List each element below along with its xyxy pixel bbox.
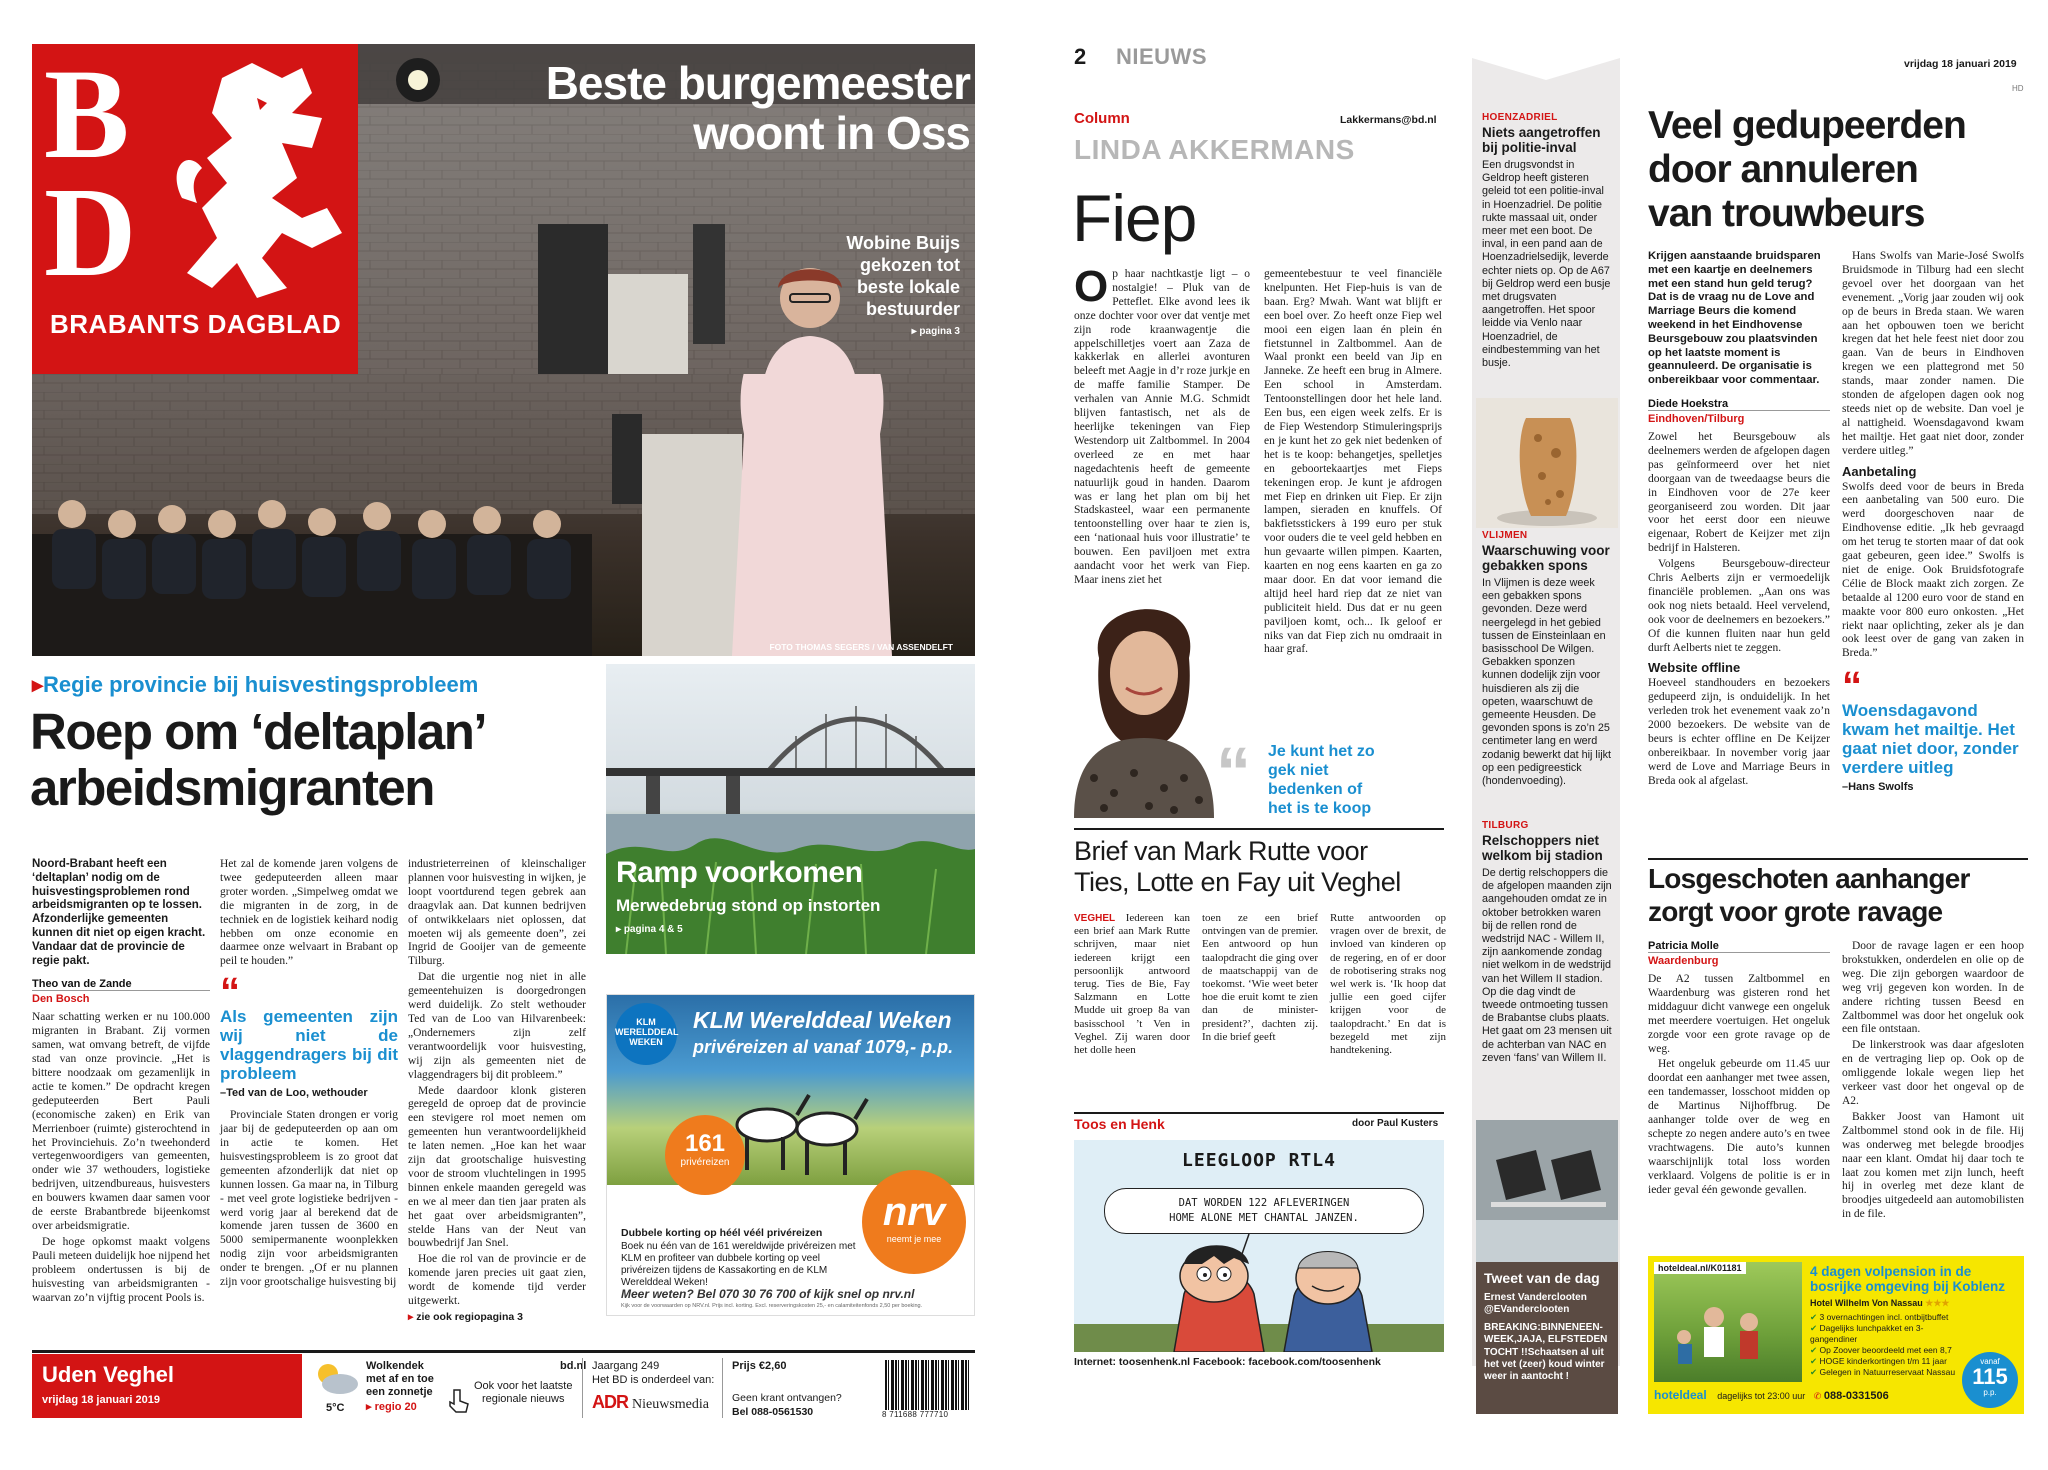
lead-headline[interactable] <box>30 704 610 816</box>
footer-date: vrijdag 18 januari 2019 <box>42 1394 161 1406</box>
main-photo-headline <box>480 58 970 158</box>
rutte-col1-text: Iedereen kan een brief aan Mark Rutte schrijven, maar niet iedereen krijgt een persoonlijk antwoord terug. Ties de Bie, Fay Salzmann en Lotte Mudde uit groep 8a van basisschool ’t Ven in Veghel. Zij waren door het dolle heen <box>1074 912 1190 1057</box>
bridge-teaser[interactable] <box>606 664 975 954</box>
barcode-num: 8 711688 777710 <box>882 1410 949 1419</box>
logo-letter-d: D <box>44 161 137 303</box>
aanhanger-col-2 <box>1842 940 2024 1224</box>
comic-footer[interactable]: Internet: toosenhenk.nl Facebook: facebook.com/toosenhenk <box>1074 1356 1381 1368</box>
trouw-sub1: Website offline <box>1648 660 1741 676</box>
weather-line1: Wolkendek <box>366 1360 424 1372</box>
caption-line2: gekozen tot <box>859 255 960 275</box>
rutte-headline-2: Ties, Lotte en Fay uit Veghel <box>1074 867 1401 897</box>
hotel-name-text: Hotel Wilhelm Von Nassau <box>1810 1298 1923 1308</box>
footer-weather <box>366 1360 434 1414</box>
lead-pull-text: Als gemeenten zijn wij niet de vlaggendragers bij dit probleem <box>220 1007 398 1084</box>
klm-cta[interactable]: Meer weten? Bel 070 30 76 700 of kijk snel op nrv.nl <box>621 1287 915 1301</box>
sidebar-item-1-cat: HOENZADRIEL <box>1482 112 1558 123</box>
trouw-col1-p1: Zowel het Beursgebouw als deelnemers werden de afgelopen dagen pas geïnformeerd over het niet doorgaan van de tweedaagse beurs die in Eindhoven voor de 27e keer georganiseerd zou worden. Dit jaar voor het eerst door een nieuwe eigenaar, Robert de Keijzer met zijn bedrijf in Halsteren. <box>1648 430 1830 555</box>
nrv-logo[interactable] <box>862 1170 966 1274</box>
rule-rutte <box>1074 828 1444 830</box>
hotel-bullet-4 <box>1810 1356 1960 1367</box>
lead-location: Den Bosch <box>32 990 210 1005</box>
tweet-text: BREAKING:BINNENEEN-WEEK,JAJA, ELFSTEDENTOCHT !!Schaatsen al uit het vet (zeer) koud winterweer in aantocht ! <box>1484 1322 1608 1383</box>
comic-bubble <box>1104 1188 1424 1234</box>
check-icon: ✔ <box>1810 1323 1818 1333</box>
sidebar-item-3-cat: TILBURG <box>1482 820 1529 831</box>
bridge-ref[interactable]: ▸ pagina 4 & 5 <box>616 924 683 935</box>
main-photo-caption <box>780 232 960 337</box>
column-email[interactable]: Lakkermans@bd.nl <box>1340 114 1437 126</box>
bridge-title: Ramp voorkomen <box>616 856 863 889</box>
hotel-hours: dagelijks tot 23:00 uur <box>1717 1391 1806 1401</box>
column-dropcap: O <box>1074 262 1109 311</box>
hotel-bullet-1 <box>1810 1312 1960 1323</box>
hotel-title: 4 dagen volpension in de bosrijke omgeving bij Koblenz <box>1810 1264 2006 1294</box>
hotel-stars: ★★★ <box>1925 1298 1950 1308</box>
page-code: HD <box>2012 84 2024 93</box>
main-photo-headline-line1: Beste burgemeester <box>545 57 970 109</box>
footer-nopaper: Geen krant ontvangen? <box>732 1392 842 1404</box>
comic-characters <box>1074 1234 1444 1352</box>
klm-bold-line: Dubbele korting op héél véél privéreizen <box>621 1227 823 1239</box>
klm-text: Boek nu één van de 161 wereldwijde privéreizen met KLM en profiteer van dubbele korting op veel privéreizen tijdens de Kassakorting en de KLM Werelddeal Weken! <box>621 1241 856 1288</box>
lead-col3-ref-text: zie ook regiopagina 3 <box>416 1311 523 1323</box>
column-pull <box>1216 733 1382 818</box>
phone-icon: ✆ <box>1813 1391 1822 1401</box>
newsline-1: Ook voor het laatste <box>474 1380 573 1392</box>
aanhanger-col2-p1: Door de ravage lagen er een hoop brokstukken, onderdelen en olie op de weg. Die zijn geborgen waardoor de weg vrij gegeven kon worden. In de andere richting tussen Beesd en Zaltbommel was door het ongeluk ook een file ontstaan. <box>1842 940 2024 1036</box>
trouw-pull-by: –Hans Swolfs <box>1842 781 1914 794</box>
trouw-col-2 <box>1842 250 2024 793</box>
trouw-col2b: Swolfs deed voor de beurs in Breda een aanbetaling van 500 euro. Die werd doorgeschoven naar de Eindhovense editie. „Ik heb gevraagd om het terug te storten maar of dat ook gaat gebeuren, geen idee.” Swolfs is niet de enige. Ook Bruidsfotografe Célie de Block maakt zich zorgen. Ze betaalde al 1200 euro voor de stand en maakte voor 800 euro onkosten. „Het riekt naar oplichting, zeker als je dan ook leest over de gang van zaken in Breda.” <box>1842 480 2024 660</box>
hotel-bullet-3 <box>1810 1345 1960 1356</box>
page-number: 2 <box>1074 44 1087 69</box>
adr-nieuwsmedia: Nieuwsmedia <box>632 1397 709 1412</box>
lead-col2-top: Het zal de komende jaren volgens de twee gedeputeerden alleen maar groter worden. „Simpelweg omdat we die migranten in de zorg, in de techniek en de logistiek keihard nodig hebben om onze economie en daarmee onze welvaart in Brabant op peil te houden.” <box>220 858 398 968</box>
lead-headline-line1: Roep om ‘deltaplan’ <box>30 703 487 760</box>
caption-line3: beste lokale <box>856 277 960 297</box>
sidebar-item-2-cat: VLIJMEN <box>1482 530 1528 541</box>
trouw-pull <box>1842 664 2024 794</box>
rutte-headline-1: Brief van Mark Rutte voor <box>1074 836 1368 866</box>
klm-subtitle: privéreizen al vanaf 1079,- p.p. <box>693 1037 954 1057</box>
rutte-col-2 <box>1202 912 1318 1044</box>
main-photo-headline-line2: woont in Oss <box>693 107 970 159</box>
check-icon: ✔ <box>1810 1312 1818 1322</box>
page-two <box>1000 0 2048 1470</box>
hotel-bullet-5-text: Gelegen in Natuurreservaat Nassau <box>1819 1367 1956 1377</box>
lead-kicker-text: Regie provincie bij huisvestingsprobleem <box>43 672 479 697</box>
trouw-headline[interactable] <box>1648 104 2028 236</box>
weather-region[interactable] <box>366 1401 434 1414</box>
pointer-icon <box>446 1388 472 1414</box>
adr-logo-text: ADR <box>592 1392 628 1412</box>
trouw-location: Eindhoven/Tilburg <box>1648 410 1830 425</box>
nrv-logo-text: nrv <box>882 1190 946 1234</box>
rutte-col3-text: Rutte antwoorden op vragen over de brexit, de invloed van kinderen op de regering, en of er door de robotisering straks nog wel werk is. ‘Ik hoop dat jullie een goed cijfer krijgen voor de taalopdracht.’ En dat is bezegeld met zijn handtekening. <box>1330 912 1446 1057</box>
comic-panel[interactable] <box>1074 1140 1444 1352</box>
tweet-title: Tweet van de dag <box>1484 1270 1600 1286</box>
klm-title: KLM Werelddeal Weken <box>693 1007 952 1033</box>
column-col-2 <box>1264 268 1442 657</box>
trouw-col1-p2: Volgens Beursgebouw-directeur Chris Aelberts zijn er vermoedelijk financiële problemen. „Aan ons was ook nog niets betaald. Heel vervelend, ook voor de deelnemers en bezoekers.” Of die kunnen fluiten naar hun geld durft Aelberts niet te zeggen. <box>1648 558 1830 654</box>
weather-line2: met af en toe <box>366 1373 434 1385</box>
hotel-bullets <box>1810 1312 1960 1378</box>
rutte-col2-text: toen ze een brief ontvingen van de premier. Een antwoord op hun taalopdracht die ging over de maatschappij van de toekomst. ‘Wie weet beter hoe die eruit komt te zien dan de minister-president?’, dachten zij. In die brief geeft <box>1202 912 1318 1043</box>
hotel-price-badge <box>1962 1352 2018 1408</box>
hotel-footer <box>1654 1388 1954 1402</box>
lead-kicker <box>32 672 478 698</box>
lead-col-2 <box>220 858 398 1292</box>
lead-intro: Noord-Brabant heeft een ‘deltaplan’ nodig om de huisvestingsproblemen rond arbeidsmigranten op te lossen. Afzonderlijke gemeenten kunnen dit niet op eigen kracht. Vandaar dat de provincie de regie pakt. <box>32 858 206 967</box>
trouw-quote-icon: “ <box>1842 664 1862 709</box>
trouw-headline-1: Veel gedupeerden <box>1648 104 1966 147</box>
lead-col3-p2: Dat die urgentie nog niet in alle gemeentehuizen is doorgedrongen werd duidelijk. Zo stelt wethouder Ted van de Loo van Hilvarenbeek: „Ondernemers zijn zelf verantwoordelijk voor huisvesting, wij zijn als gemeenten niet de vlaggendragers bij dit probleem.” <box>408 971 586 1081</box>
aanhanger-col-1 <box>1648 940 1830 1200</box>
masthead-logo[interactable] <box>32 44 358 374</box>
klm-badge <box>615 1003 677 1065</box>
hotel-photo <box>1654 1262 1802 1382</box>
comic-title: LEEGLOOP RTL4 <box>1182 1150 1336 1171</box>
trouw-col-1 <box>1648 250 1830 791</box>
klm-circle-text: privéreizen <box>680 1157 730 1168</box>
footer-partof: Het BD is onderdeel van: <box>592 1374 715 1386</box>
lead-col1-p1: Naar schatting werken er nu 100.000 migranten in Brabant. Zij vormen samen, wat omvang betreft, de vijfde stad van onze provincie. „Het is bittere noodzaak om gezamenlijk in actie te komen.” De opdracht kregen gedeputeerden Bert Pauli (economische zaken) en Erik van Merrienboer (ruimte) gisterochtend in het Provinciehuis. Zo’n tweehonderd vertegenwoordigers van gemeenten, onder wie 37 wethouders, logistieke bedrijven, uitzendbureaus, huisvesters en bouwers kwamen daar samen voor de eerste Brabantbrede bijeenkomst over arbeidsmigratie. <box>32 1011 210 1232</box>
hotel-pp: p.p. <box>1983 1388 1997 1397</box>
sidebar-item-1-head: Niets aangetroffen bij politie-inval <box>1482 125 1601 155</box>
footer-phone[interactable]: Bel 088-0561530 <box>732 1406 814 1418</box>
lead-col2-bottom: Provinciale Staten drongen er vorig jaar bij de gedeputeerden op aan om in actie te komen. Het huisvestingsprobleem is zo groot dat gemeenten afzonderlijk dat niet op kunnen lossen. Ga maar na, in Tilburg - met veel grote logistieke bedrijven - werd vorig jaar al berekend dat de komende jaren tussen de 3600 en 5000 semipermanente woonplekken nodig zijn voor arbeidsmigranten onder te brengen. „Of er nu plannen zijn voor grootschalige huisvesting bij <box>220 1109 398 1289</box>
column-quote-icon: “ <box>1216 733 1251 811</box>
sidebar-item-1-body: Een drugsvondst in Geldrop heeft gisteren geleid tot een politie-inval in Hoenzadriel. De politie rukte massaal uit, onder meer met een boot. De inval, in een pand aan de Hoenzadrielsedijk, leverde echter niets op. Op de A67 bij Geldrop werd een busje met drugsvaten aangetroffen. Het spoor leidde via Venlo naar Hoenzadriel, de eindbestemming van het busje. <box>1482 159 1611 370</box>
tweet-author: Ernest Vanderclooten @EVanderclooten <box>1484 1292 1587 1315</box>
lead-col1-p2: De hoge opkomst maakt volgens Pauli meteen duidelijk hoe nijpend het probleem ondertussen is bij de huisvesting van arbeidsmigranten - waarvan zo’n vijftig procent Pools is. <box>32 1235 210 1304</box>
hotel-bullet-2-text: Dagelijks lunchpakket en 3-gangendiner <box>1810 1323 1924 1344</box>
hotel-bullet-1-text: 3 overnachtingen incl. ontbijtbuffet <box>1819 1312 1949 1322</box>
sponge-photo <box>1476 398 1618 528</box>
lead-headline-line2: arbeidsmigranten <box>30 759 434 816</box>
caption-line4: bestuurder <box>865 299 960 319</box>
aanhanger-location: Waardenburg <box>1648 952 1830 967</box>
caption-line1: Wobine Buijs <box>846 233 960 253</box>
sidebar-item-3-head: Relschoppers niet welkom bij stadion <box>1482 833 1603 863</box>
hotel-url[interactable]: hoteldeal.nl/K01181 <box>1654 1262 1746 1274</box>
sidebar-item-2[interactable] <box>1482 530 1612 788</box>
sidebar-item-2-head: Waarschuwing voor gebakken spons <box>1482 543 1610 573</box>
tweet-box[interactable] <box>1476 1262 1618 1414</box>
column-col-1 <box>1074 262 1250 588</box>
trouw-headline-2: door annuleren <box>1648 148 1918 191</box>
adr-logo <box>592 1392 709 1412</box>
quote-mark-icon: “ <box>220 970 240 1015</box>
trouw-author: Diede Hoekstra <box>1648 397 1729 410</box>
rutte-headline[interactable] <box>1074 836 1454 898</box>
aanhanger-headline-2: zorgt voor grote ravage <box>1648 896 1943 927</box>
weather-region-text: regio 20 <box>374 1401 417 1413</box>
column-label: Column <box>1074 110 1130 127</box>
aanhanger-col1-p2: Het ongeluk gebeurde om 11.45 uur doordat een aanhanger met twee assen, een tandemasser, losschoot midden op de Martinus Nijhoffbrug. De aanhanger tolde over de weg en schepte zo negen andere auto’s en twee vrachtwagens. Die auto’s kunnen waarschijnlijk total loss worden verklaard. Volgens de politie is er in ieder geval één gewonde gevallen. <box>1648 1058 1830 1196</box>
column-title: Fiep <box>1072 181 1197 255</box>
logo-letter-b: B <box>44 43 130 185</box>
sidebar-item-3-body: De dertig relschoppers die de afgelopen maanden zijn aangehouden omdat ze in oktober betrokken waren bij de rellen rond de wedstrijd NAC - Willem II, zijn aankomende zondag niet welkom in de wedstrijd van het Willem II stadion. Op die dag vindt de tweede ontmoeting tussen de Brabantse clubs plaats. Het gaat om 23 mensen uit de achterban van NAC en zeven ‘fans’ van Willem II. <box>1482 867 1612 1064</box>
trouw-col1b: Hoeveel standhouders en bezoekers gedupeerd zijn, is onduidelijk. In het verleden trok het evenement vaak zo’n 2000 bezoekers. De website van de beurs is echter offline en De Keijzer onbereikbaar. In november vorig jaar werd de Love and Marriage Beurs in Breda ook al afgelast. <box>1648 677 1830 787</box>
footer-temp: 5°C <box>326 1402 345 1414</box>
comic-label: Toos en Henk <box>1074 1116 1165 1132</box>
ad-hoteldeal[interactable] <box>1648 1256 2024 1414</box>
column-col2-text: gemeentebestuur te veel financiële knelpunten. Het Fiep-huis is van de baan. Erg? Mwah. Want wat blijft er een boel over. Zo heeft onze Fiep wel mooi een eigen laan én plein én fietstunnel in Zaltbommel. Aan de Waal pronkt een beeld van Jip en Janneke. Ze heeft een brug in Almere. Een school in Amsterdam. Tentoonstellingen door het hele land. Een bus, een eigen week zelfs. Er is de Fiep Westendorp Stimuleringsprijs en je kunt het zo gek niet bedenken of het is te koop: behangetjes, spelletjes en geboortekaartjes met Fieps tekeningen erop. Je kunt je afdrogen met Fiep en drinken uit Fiep. Er zijn lampen, sieraden en knuffels. Of bakfietsstickers à 199 euro per stuk voor ouders die te veel geld hebben en hun gevaarte willen pimpen. Kaarten, kaarten en nog eens kaarten en ga zo maar door. En dat voor iemand die altijd heel hard riep dat ze niet van publiciteit hield. Dus dat er nu geen paviljoen komt, och... Ik geloof er niks van dat Fiep zich nu omdraait in haar graf. <box>1264 268 1442 656</box>
footer-newsline <box>474 1380 572 1406</box>
lead-pull-quote <box>220 970 398 1101</box>
trouw-intro: Krijgen aanstaande bruidsparen met een kaartje en deelnemers met een stand hun geld terug? Dat is de vraag nu de Love and Marriage Beurs die komend weekend in het Eindhovense Beursgebouw zou plaatsvinden op het laatste moment is geannuleerd. De organisatie is onbereikbaar voor commentaar. <box>1648 250 1821 387</box>
rule-aanhanger <box>1648 858 2028 860</box>
newsline-2: regionale nieuws <box>481 1393 565 1405</box>
comic-by: door Paul Kusters <box>1352 1118 1439 1129</box>
weather-line3: een zonnetje <box>366 1386 433 1398</box>
hotel-price: 115 <box>1972 1364 2008 1389</box>
comic-bubble-1: DAT WORDEN 122 AFLEVERINGEN <box>1178 1197 1350 1209</box>
weather-icon <box>310 1358 362 1398</box>
footer-vert-rule <box>582 1358 583 1418</box>
caption-page-ref[interactable]: ▸ pagina 3 <box>911 326 960 337</box>
klm-badge-text: KLM WERELDDEAL WEKEN <box>615 1017 679 1047</box>
hotel-brand[interactable]: hoteldeal <box>1654 1388 1707 1402</box>
hotel-price-from: vanaf <box>1980 1357 2000 1366</box>
hotel-bullet-3-text: Op Zoover beoordeeld met een 8,7 <box>1819 1345 1952 1355</box>
lead-col3-p1: industrieterreinen of kleinschaliger plannen voor huisvesting in wijken, je loopt voortdurend tegen gebrek aan draagvlak aan. Dat kunnen bedrijven of ontwikkelaars niet oplossen, dat moeten wij als gemeente doen”, zei Ingrid de Gooijer van de gemeente Tilburg. <box>408 858 586 968</box>
footer-edition: Uden Veghel <box>42 1362 175 1387</box>
sidebar-top-notch <box>1472 58 1620 80</box>
hotel-phone[interactable]: 088-0331506 <box>1823 1390 1889 1402</box>
rutte-loc: VEGHEL <box>1074 913 1116 924</box>
page-date: vrijdag 18 januari 2019 <box>1904 58 2017 70</box>
ad-klm[interactable] <box>606 994 975 1316</box>
trouw-headline-3: van trouwbeurs <box>1648 192 1925 235</box>
footer-site[interactable]: bd.nl <box>560 1360 587 1372</box>
aanhanger-col2-p2: De linkerstrook was daar afgesloten en de vertraging liep op. Ook op de omliggende lokale wegen liep het verkeer vast door het ongeval op de A2. <box>1842 1039 2024 1107</box>
lead-col-3 <box>408 858 586 1325</box>
kicker-arrow-icon: ▸ <box>32 672 44 697</box>
column-pull-text: Je kunt het zo gek niet bedenken of het is te koop <box>1268 743 1375 817</box>
ref-arrow-icon: ▸ <box>408 1311 414 1323</box>
hotel-bullet-2 <box>1810 1323 1960 1345</box>
lead-col3-p4: Hoe die rol van de provincie er de komende jaren precies uit gaat zien, wordt de komende tijd verder uitgewerkt. <box>408 1253 586 1308</box>
trouw-sub2: Aanbetaling <box>1842 463 1917 479</box>
bridge-sub: Merwedebrug stond op instorten <box>616 896 881 915</box>
comic-bubble-2: HOME ALONE MET CHANTAL JANZEN. <box>1169 1212 1359 1224</box>
logo-name: BRABANTS DAGBLAD <box>50 309 342 339</box>
trouw-col2: Hans Swolfs van Marie-José Swolfs Bruidsmode in Tilburg had een slecht gevoel over het doorgaan van het evenement. „Vorig jaar zouden wij ook op de beurs in Breda staan. We waren aan het opbouwen toen we bericht kregen dat het hele feest niet door zou gaan. Van de beurs in Eindhoven kregen we een plattegrond met 50 stands, maar zonder namen. Die stonden de afgelopen dagen ook nog steeds niet op de website. Dan voel je al nattigheid. Woensdagavond kwam het mailtje. Het gaat niet door, zonder verdere uitleg.” <box>1842 250 2024 457</box>
lead-pull-by: –Ted van de Loo, wethouder <box>220 1087 368 1100</box>
sidebar-item-2-body: In Vlijmen is deze week een gebakken spons gevonden. Deze werd neergelegd in het gebied tussen de Einsteinlaan en basisschool De Wilgen. Gebakken sponzen kunnen dodelijk zijn voor huisdieren als zij die opeten, waarschuwt de gemeente Heusden. De gevonden spons is zo’n 25 centimeter lang en werd zodanig bewerkt dat hij lijkt op een pedigreestick (hondenvoeding). <box>1482 577 1612 788</box>
columnist-photo <box>1074 578 1214 818</box>
bridge-ref-text: pagina 4 & 5 <box>623 924 683 935</box>
footer-vert-rule-2 <box>722 1358 723 1418</box>
hotel-photo-illustration <box>1654 1262 1802 1382</box>
sidebar-item-3[interactable] <box>1482 820 1612 1065</box>
check-icon: ✔ <box>1810 1345 1818 1355</box>
aanhanger-col1-p1: De A2 tussen Zaltbommel en Waardenburg was gisteren rond het middaguur dicht vanwege een ongeluk met meerdere voertuigen. Het ongeluk zorgde voor een grote ravage op de weg. <box>1648 973 1830 1055</box>
region-arrow-icon: ▸ <box>366 1401 372 1413</box>
footer-price: Prijs €2,60 <box>732 1360 787 1372</box>
aanhanger-headline[interactable] <box>1648 862 2038 928</box>
nrv-sub: neemt je mee <box>886 1234 942 1244</box>
rutte-col-3 <box>1330 912 1446 1057</box>
klm-circle-badge <box>665 1115 745 1195</box>
hotel-bullet-4-text: HOGE kinderkortingen t/m 11 jaar <box>1819 1356 1947 1366</box>
aanhanger-headline-1: Losgeschoten aanhanger <box>1648 863 1970 894</box>
caption-page-ref-text: pagina 3 <box>919 326 960 337</box>
column-col1-text: p haar nachtkastje ligt – o nostalgie! – Pluk van de Petteflet. Elke avond lees ik onze dochter voor over dat ventje met zijn rode kraanwagentje die appelschilletjes voert aan Zaza de kakkerlak en allerlei avonturen beleeft met Aagje in d’r roze jurkje en de maffe familie Stamper. De verhalen van Annie M.G. Schmidt blijven fantastisch, net als de heerlijke tekeningen van Fiep Westendorp uit Zaltbommel. In 2004 overleed ze en met haar nagedachtenis heeft de gemeente natuurlijk goud in handen. Daarom was er lang het plan om bij het Stadskasteel, waar een permanente tentoonstelling over haar te zien is, een ‘nationaal huis voor illustratie’ te bouwen. Een paviljoen met extra aandacht voor het werk van Fiep. Maar inens ziet het <box>1074 268 1250 586</box>
lion-icon <box>162 58 352 308</box>
rule-comic <box>1074 1112 1444 1114</box>
footer-edition-box <box>32 1354 302 1418</box>
column-author: LINDA AKKERMANS <box>1074 134 1355 165</box>
lead-col3-p3: Mede daardoor klonk gisteren geregeld de oproep dat de provincie een stevigere rol moet nemen om gemeenten hun verantwoordelijkheid te laten nemen. „Hoe kan het waar zijn dat grootschalige huisvesting voor de stroom vluchtelingen in 1995 binnen enkele maanden geregeld was en we al meer dan tien jaar praten als het gaat over arbeidsmigranten”, stelde Hans van der Neut van bouwbedrijf Jan Snel. <box>408 1084 586 1250</box>
trouw-pull-text: Woensdagavond kwam het mailtje. Het gaat niet door, zonder verdere uitleg <box>1842 701 2019 778</box>
lead-col-1 <box>32 858 210 1307</box>
page-section: NIEUWS <box>1116 44 1207 69</box>
aanhanger-author: Patricia Molle <box>1648 940 1719 952</box>
rutte-col-1 <box>1074 912 1190 1057</box>
aanhanger-col2-p3: Bakker Joost van Hamont uit Zaltbommel stond ook in de file. Hij was onderweg met belegde broodjes naar een klant. Omdat hij daar toch te laat zou komen met zijn lunch, heeft hij in overleg met deze klant de broodjes uitgedeeld aan automobilisten in de file. <box>1842 1110 2024 1221</box>
barcode <box>885 1360 971 1410</box>
sidebar-item-1[interactable] <box>1482 112 1612 370</box>
hotel-bullet-5 <box>1810 1367 1960 1378</box>
hotel-name <box>1810 1298 1950 1309</box>
lead-author: Theo van de Zande <box>32 978 132 991</box>
front-page <box>0 0 1000 1470</box>
skates-photo <box>1476 1120 1618 1262</box>
check-icon: ✔ <box>1810 1356 1818 1366</box>
klm-fine: Kijk voor de voorwaarden op NRV.nl. Prijs incl. korting. Excl. reserveringskosten 25,- en calamiteitenfonds 2,50 per boeking. <box>621 1303 923 1309</box>
check-icon: ✔ <box>1810 1367 1818 1377</box>
lead-col3-ref[interactable] <box>408 1311 586 1325</box>
photo-credit: FOTO THOMAS SEGERS / VAN ASSENDELFT <box>769 642 953 652</box>
footer-rule <box>32 1350 975 1353</box>
footer-year: Jaargang 249 <box>592 1360 660 1372</box>
klm-circle-num: 161 <box>684 1130 726 1157</box>
